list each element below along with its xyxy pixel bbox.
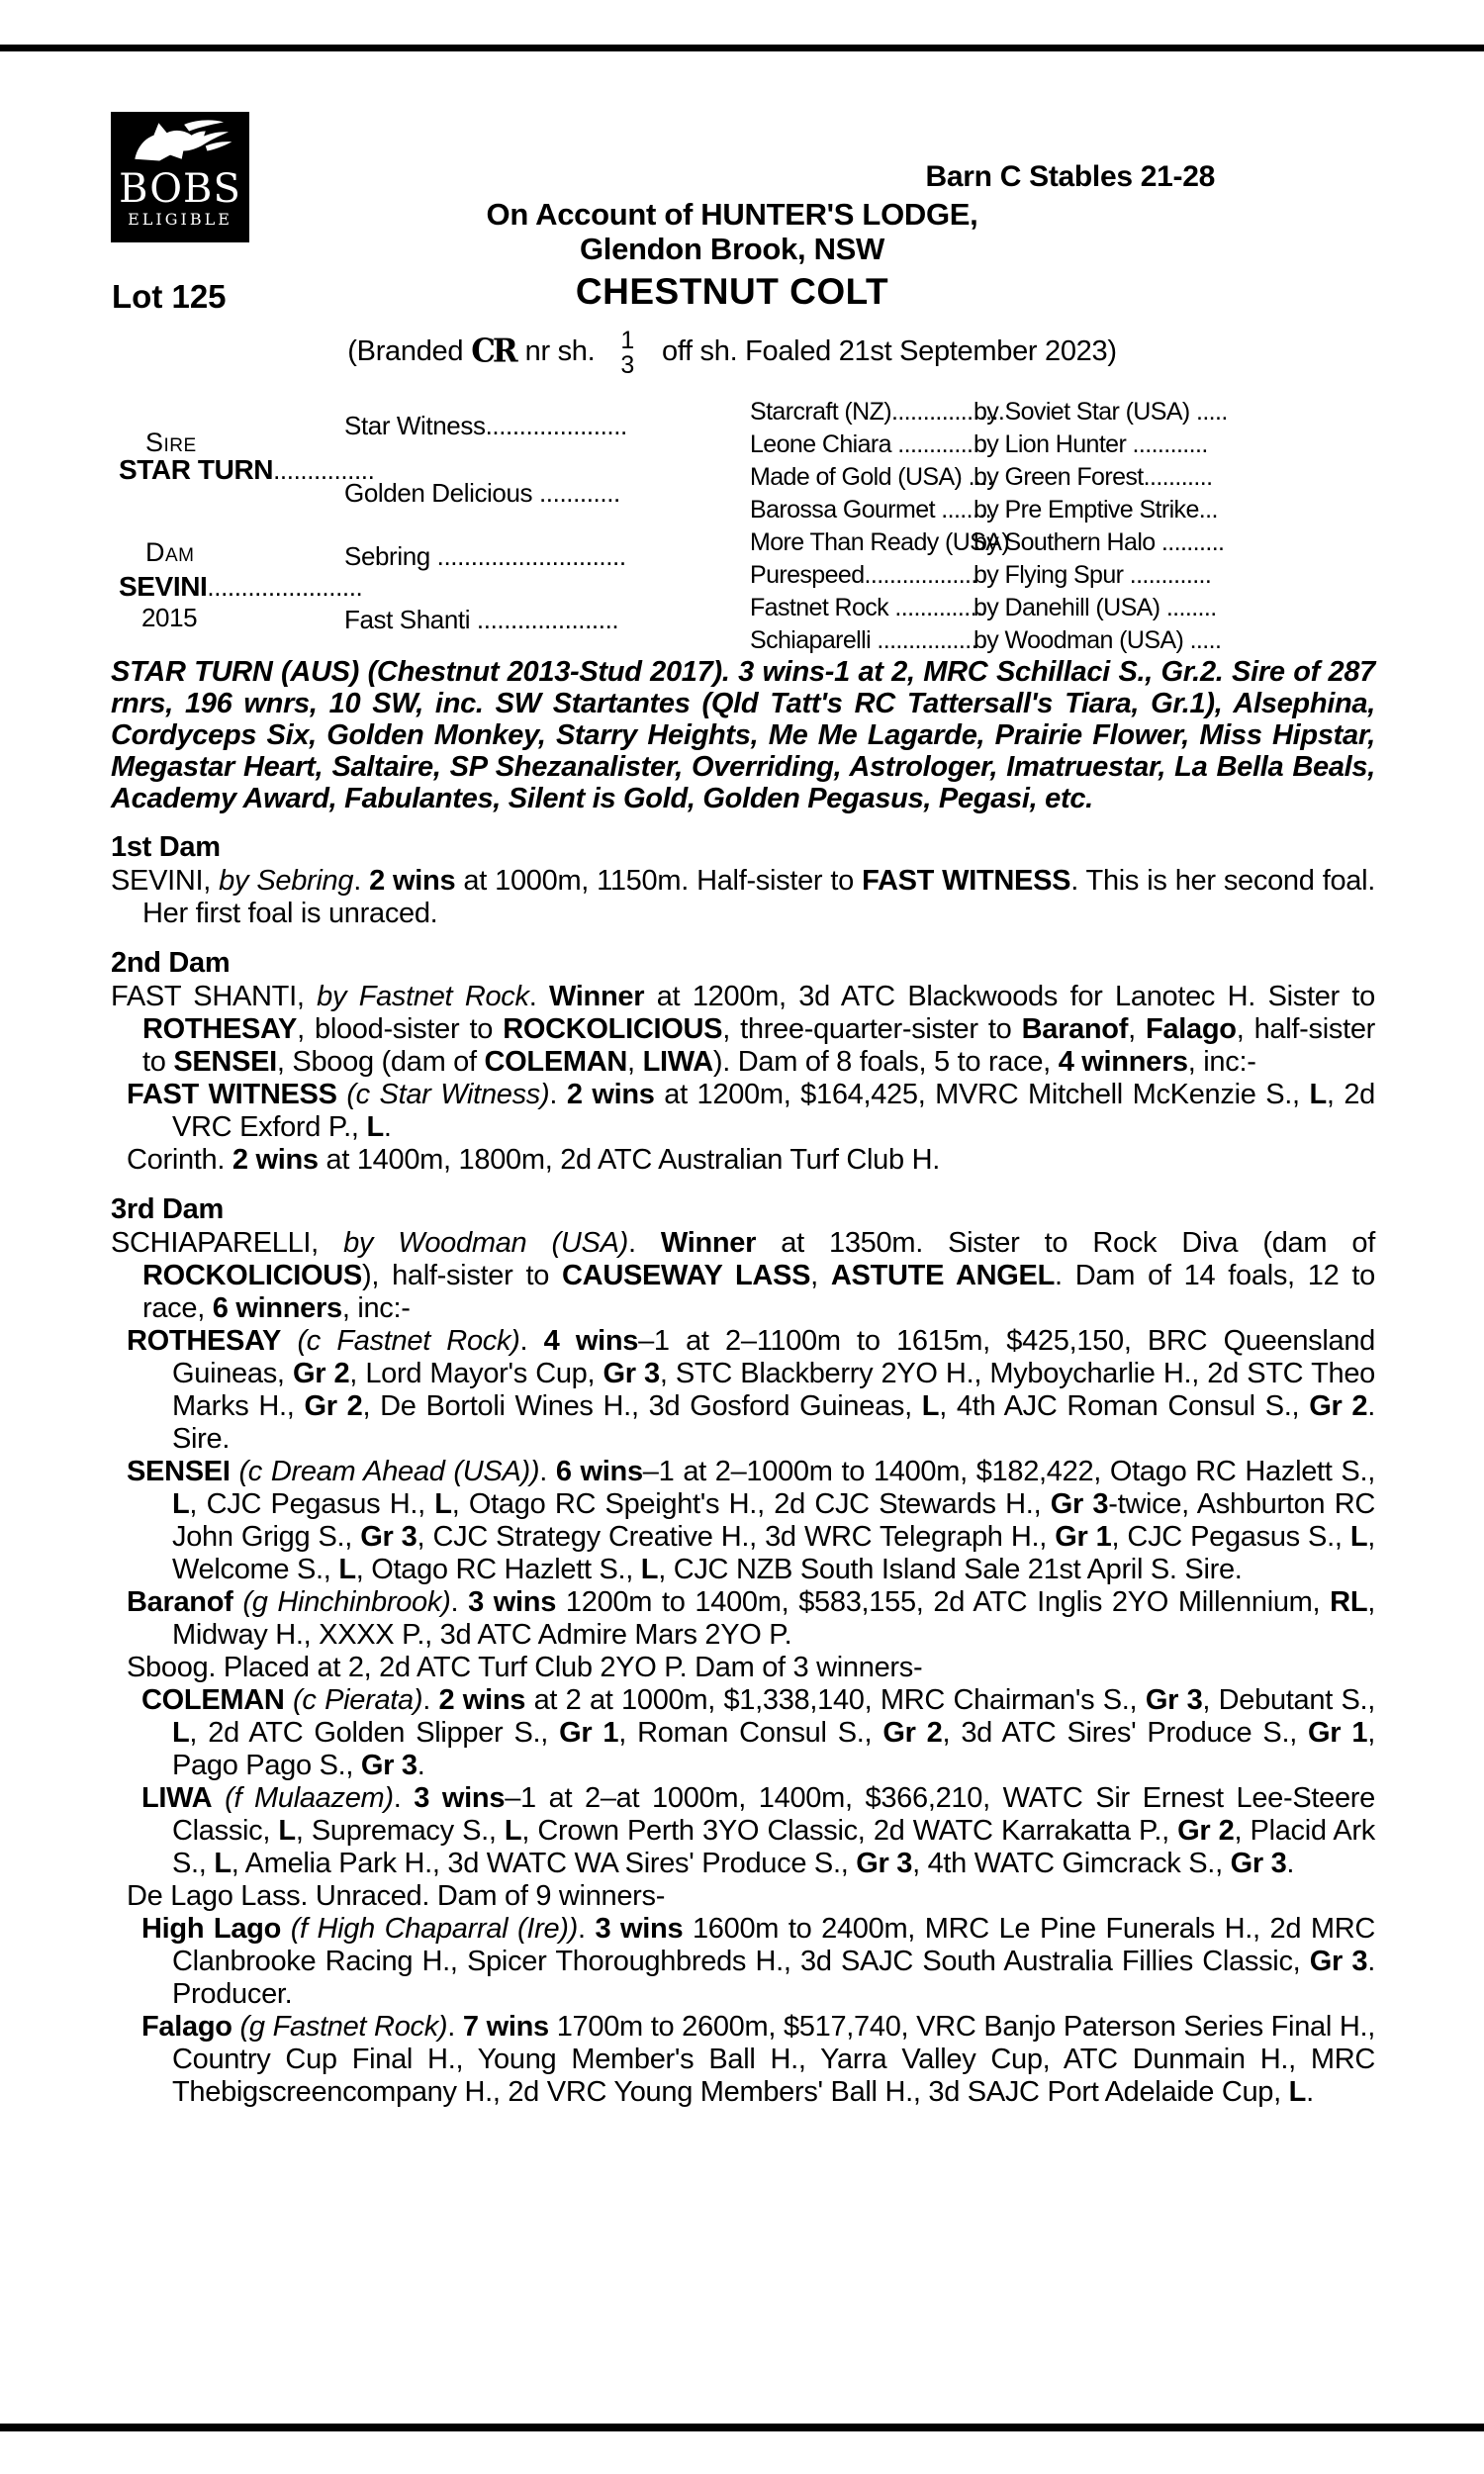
top-rule	[0, 45, 1484, 51]
parent-dam-sire: Sebring ............................	[344, 541, 626, 571]
horse-head-icon	[127, 118, 233, 169]
page-title: CHESTNUT COLT	[575, 271, 889, 312]
brand-number-fraction	[620, 329, 634, 378]
logo-word: BOBS	[119, 166, 241, 212]
brand-number-top: 1	[620, 327, 634, 354]
pedigree-paragraph: Corinth. 2 wins at 1400m, 1800m, 2d ATC Australian Turf Club H.	[127, 1144, 940, 1176]
pedigree-paragraph: Baranof (g Hinchinbrook). 3 wins 1200m to 1400m, $583,155, 2d ATC Inglis 2YO Millennium, RL, Midway H., XXXX P., 3d ATC Admire Mars 2YO P.	[127, 1586, 1375, 1651]
brand-symbol: CR	[471, 333, 515, 370]
grandparent-name: Leone Chiara ..............	[750, 430, 986, 458]
parent-sire-dam: Golden Delicious ............	[344, 478, 620, 508]
dam-label: Dam	[145, 537, 195, 567]
pedigree-paragraph: FAST WITNESS (c Star Witness). 2 wins at 1200m, $164,425, MVRC Mitchell McKenzie S., L, 2d VRC Exford P., L.	[127, 1079, 1376, 1143]
vendor-account-line: On Account of HUNTER'S LODGE,	[486, 197, 978, 232]
grandparent-sire: by Soviet Star (USA) .....	[974, 398, 1228, 426]
pedigree-paragraph: ROTHESAY (c Fastnet Rock). 4 wins–1 at 2–1100m to 1615m, $425,150, BRC Queensland Guineas, Gr 2, Lord Mayor's Cup, Gr 3, STC Blackberry 2YO H., Myboycharlie H., 2d STC Theo Marks H., Gr 2, De Bortoli Wines H., 3d Gosford Guineas, L, 4th AJC Roman Consul S., Gr 2. Sire.	[127, 1325, 1376, 1455]
logo-subword: ELIGIBLE	[128, 210, 232, 229]
grandparent-sire: by Southern Halo ..........	[974, 528, 1225, 556]
pedigree-paragraph: SEVINI, by Sebring. 2 wins at 1000m, 1150m. Half-sister to FAST WITNESS. This is her second foal. Her first foal is unraced.	[111, 865, 1376, 929]
pedigree-paragraph: SENSEI (c Dream Ahead (USA)). 6 wins–1 at 2–1000m to 1400m, $182,422, Otago RC Hazlett S., L, CJC Pegasus H., L, Otago RC Speight's H., 2d CJC Stewards H., Gr 3-twice, Ashburton RC John Grigg S., Gr 3, CJC Strategy Creative H., 3d WRC Telegraph H., Gr 1, CJC Pegasus S., L, Welcome S., L, Otago RC Hazlett S., L, CJC NZB South Island Sale 21st April S. Sire.	[127, 1456, 1375, 1585]
vendor-location-line: Glendon Brook, NSW	[579, 232, 885, 266]
section-heading-1st-dam: 1st Dam	[111, 831, 221, 863]
grandparent-name: More Than Ready (USA)	[750, 528, 1010, 556]
pedigree-table	[111, 389, 1385, 654]
parent-sire-sire: Star Witness.....................	[344, 411, 627, 440]
sire-summary-paragraph: STAR TURN (AUS) (Chestnut 2013-Stud 2017). 3 wins-1 at 2, MRC Schillaci S., Gr.2. Sire of 287 rnrs, 196 wnrs, 10 SW, inc. SW Startantes (Qld Tatt's RC Tattersall's Tiara, Gr.1), Alsephina, Cordyceps Six, Golden Monkey, Starry Heights, Me Me Lagarde, Prairie Flower, Miss Hipstar, Megastar Heart, Saltaire, SP Shezanalister, Overriding, Astrologer, Imatruestar, La Bella Beals, Academy Award, Fabulantes, Silent is Gold, Golden Pegasus, Pegasi, etc.	[111, 656, 1375, 814]
grandparent-sire: by Green Forest...........	[974, 463, 1213, 491]
pedigree-paragraph: Sboog. Placed at 2, 2d ATC Turf Club 2YO P. Dam of 3 winners-	[127, 1652, 923, 1683]
pedigree-paragraph: FAST SHANTI, by Fastnet Rock. Winner at 1200m, 3d ATC Blackwoods for Lanotec H. Sister to ROTHESAY, blood-sister to ROCKOLICIOUS, three-quarter-sister to Baranof, Falago, half-sister to SENSEI, Sboog (dam of COLEMAN, LIWA). Dam of 8 foals, 5 to race, 4 winners, inc:-	[111, 981, 1376, 1078]
pedigree-paragraph: LIWA (f Mulaazem). 3 wins–1 at 2–at 1000m, 1400m, $366,210, WATC Sir Ernest Lee-Steere Classic, L, Supremacy S., L, Crown Perth 3YO Classic, 2d WATC Karrakatta P., Gr 2, Placid Ark S., L, Amelia Park H., 3d WATC WA Sires' Produce S., Gr 3, 4th WATC Gimcrack S., Gr 3.	[141, 1782, 1375, 1879]
grandparent-name: Schiaparelli ................	[750, 626, 977, 654]
dam-name: SEVINI.......................	[119, 571, 363, 602]
grandparent-sire: by Flying Spur .............	[974, 561, 1212, 589]
grandparent-name: Fastnet Rock ..............	[750, 594, 983, 621]
pedigree-paragraph: COLEMAN (c Pierata). 2 wins at 2 at 1000m, $1,338,140, MRC Chairman's S., Gr 3, Debutant S., L, 2d ATC Golden Slipper S., Gr 1, Roman Consul S., Gr 2, 3d ATC Sires' Produce S., Gr 1, Pago Pago S., Gr 3.	[141, 1684, 1376, 1781]
grandparent-sire: by Woodman (USA) .....	[974, 626, 1222, 654]
bottom-rule	[0, 2424, 1484, 2431]
section-heading-3rd-dam: 3rd Dam	[111, 1193, 224, 1225]
pedigree-paragraph: De Lago Lass. Unraced. Dam of 9 winners-	[127, 1880, 666, 1912]
grandparent-name: Made of Gold (USA) ....	[750, 463, 994, 491]
sire-name: STAR TURN...............	[119, 454, 375, 485]
pedigree-paragraph: SCHIAPARELLI, by Woodman (USA). Winner at 1350m. Sister to Rock Diva (dam of ROCKOLICIOUS), half-sister to CAUSEWAY LASS, ASTUTE ANGEL. Dam of 14 foals, 12 to race, 6 winners, inc:-	[111, 1227, 1376, 1324]
brand-number-bottom: 3	[620, 351, 634, 379]
grandparent-sire: by Danehill (USA) ........	[974, 594, 1217, 621]
dam-year: 2015	[141, 603, 198, 632]
parent-dam-dam: Fast Shanti .....................	[344, 605, 619, 634]
grandparent-name: Purespeed..................	[750, 561, 977, 589]
section-heading-2nd-dam: 2nd Dam	[111, 947, 231, 979]
barn-stables-label: Barn C Stables 21-28	[925, 160, 1215, 193]
catalogue-body	[111, 656, 1375, 2109]
lot-number: Lot 125	[112, 278, 227, 315]
branded-mid: nr sh.	[524, 335, 596, 367]
branded-prefix: (Branded	[347, 335, 464, 367]
sire-label: Sire	[145, 428, 197, 457]
branded-suffix: off sh. Foaled 21st September 2023)	[661, 335, 1117, 367]
branded-line	[0, 327, 1464, 379]
grandparent-sire: by Lion Hunter ............	[974, 430, 1208, 458]
grandparent-name: Barossa Gourmet ........	[750, 496, 992, 523]
grandparent-sire: by Pre Emptive Strike...	[974, 496, 1218, 523]
pedigree-paragraph: Falago (g Fastnet Rock). 7 wins 1700m to 2600m, $517,740, VRC Banjo Paterson Series Final H., Country Cup Final H., Young Member's Ball H., Yarra Valley Cup, ATC Dunmain H., MRC Thebigscreencompany H., 2d VRC Young Members' Ball H., 3d SAJC Port Adelaide Cup, L.	[141, 2011, 1376, 2108]
grandparent-name: Starcraft (NZ)..................	[750, 398, 1005, 426]
pedigree-paragraph: High Lago (f High Chaparral (Ire)). 3 wins 1600m to 2400m, MRC Le Pine Funerals H., 2d MRC Clanbrooke Racing H., Spicer Thoroughbreds H., 3d SAJC South Australia Fillies Classic, Gr 3. Producer.	[141, 1913, 1375, 2010]
